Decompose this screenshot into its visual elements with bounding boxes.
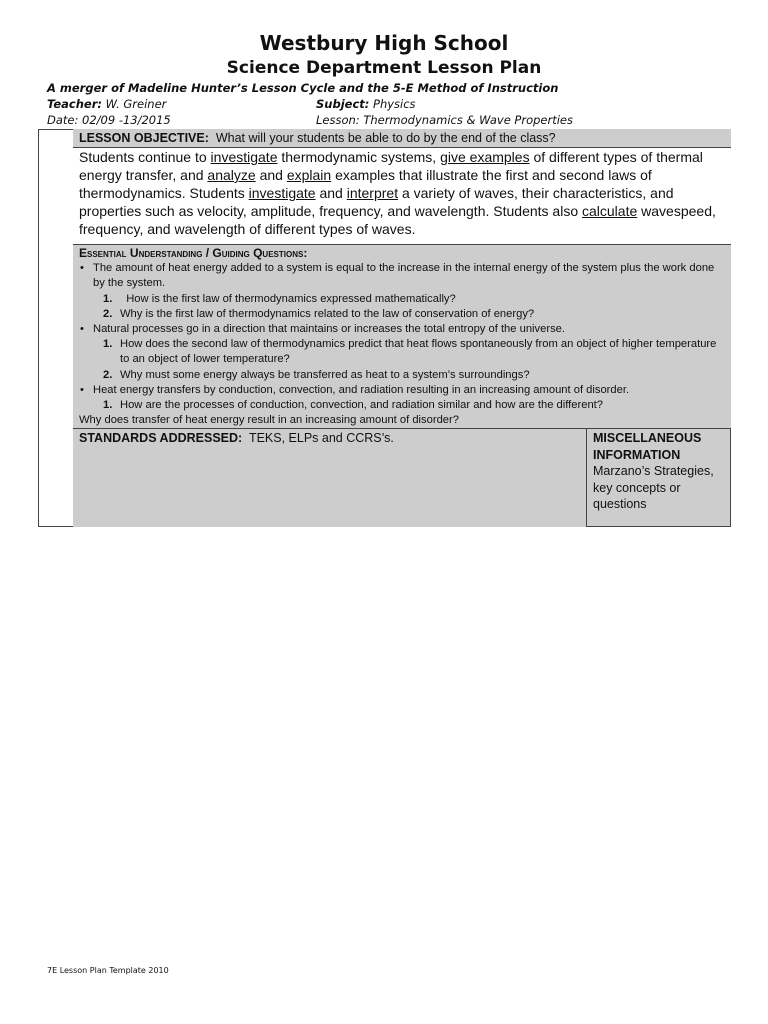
guiding-question: 2. Why must some energy always be transferred as heat to a system’s surroundings? [103, 368, 530, 381]
date-line: Date: 02/09 -13/2015 [47, 113, 171, 127]
miscellaneous-information [587, 429, 731, 527]
teacher-line: Teacher: W. Greiner [47, 97, 167, 111]
essential-understanding [73, 245, 731, 429]
closing-question: Why does transfer of heat energy result in an increasing amount of disorder? [79, 414, 459, 427]
understanding-bullet: • Heat energy transfers by conduction, convection, and radiation resulting in an increasing amount of disorder. [79, 383, 725, 398]
understanding-heading: Essential Understanding / Guiding Questions: [79, 246, 308, 260]
guiding-question: 1. How is the first law of thermodynamics expressed mathematically? [103, 292, 456, 305]
guiding-question: 2. Why is the first law of thermodynamics related to the law of conservation of energy? [103, 307, 535, 320]
subject-line: Subject: Physics [316, 97, 416, 111]
guiding-question: 1. How does the second law of thermodynamics predict that heat flows spontaneously from an object of higher temperature to an object of lower temperature? [103, 338, 717, 366]
understanding-bullet: • Natural processes go in a direction that maintains or increases the total entropy of the universe. [79, 322, 725, 337]
objective-header: LESSON OBJECTIVE: What will your students be able to do by the end of the class? [73, 129, 731, 148]
objective-text: Students continue to investigate thermodynamic systems, give examples of different types of thermal energy transfer, and analyze and explain examples that illustrate the first and second laws of thermodynamics. Students investigate and interpret a variety of waves, their characteristics, and properties such as velocity, amplitude, frequency, and wavelength. Students also calculate wavespeed, frequency, and wavelength of different types of waves. [73, 148, 731, 245]
misc-body: Marzano’s Strategies, key concepts or questions [593, 464, 714, 511]
school-title: Westbury High School [259, 31, 509, 55]
template-footer: 7E Lesson Plan Template 2010 [47, 966, 169, 975]
left-margin-column [38, 129, 74, 527]
standards-addressed: STANDARDS ADDRESSED: TEKS, ELPs and CCRS’s. [73, 429, 587, 527]
lesson-line: Lesson: Thermodynamics & Wave Properties [316, 113, 574, 127]
guiding-question: 1. How are the processes of conduction, convection, and radiation similar and how are the different? [103, 399, 604, 412]
department-title: Science Department Lesson Plan [226, 58, 542, 78]
method-subtitle: A merger of Madeline Hunter’s Lesson Cycle and the 5-E Method of Instruction [47, 81, 559, 95]
understanding-bullet: • The amount of heat energy added to a system is equal to the increase in the internal energy of the system plus the work done by the system. [79, 261, 725, 291]
misc-heading: MISCELLANEOUS INFORMATION [593, 431, 702, 462]
